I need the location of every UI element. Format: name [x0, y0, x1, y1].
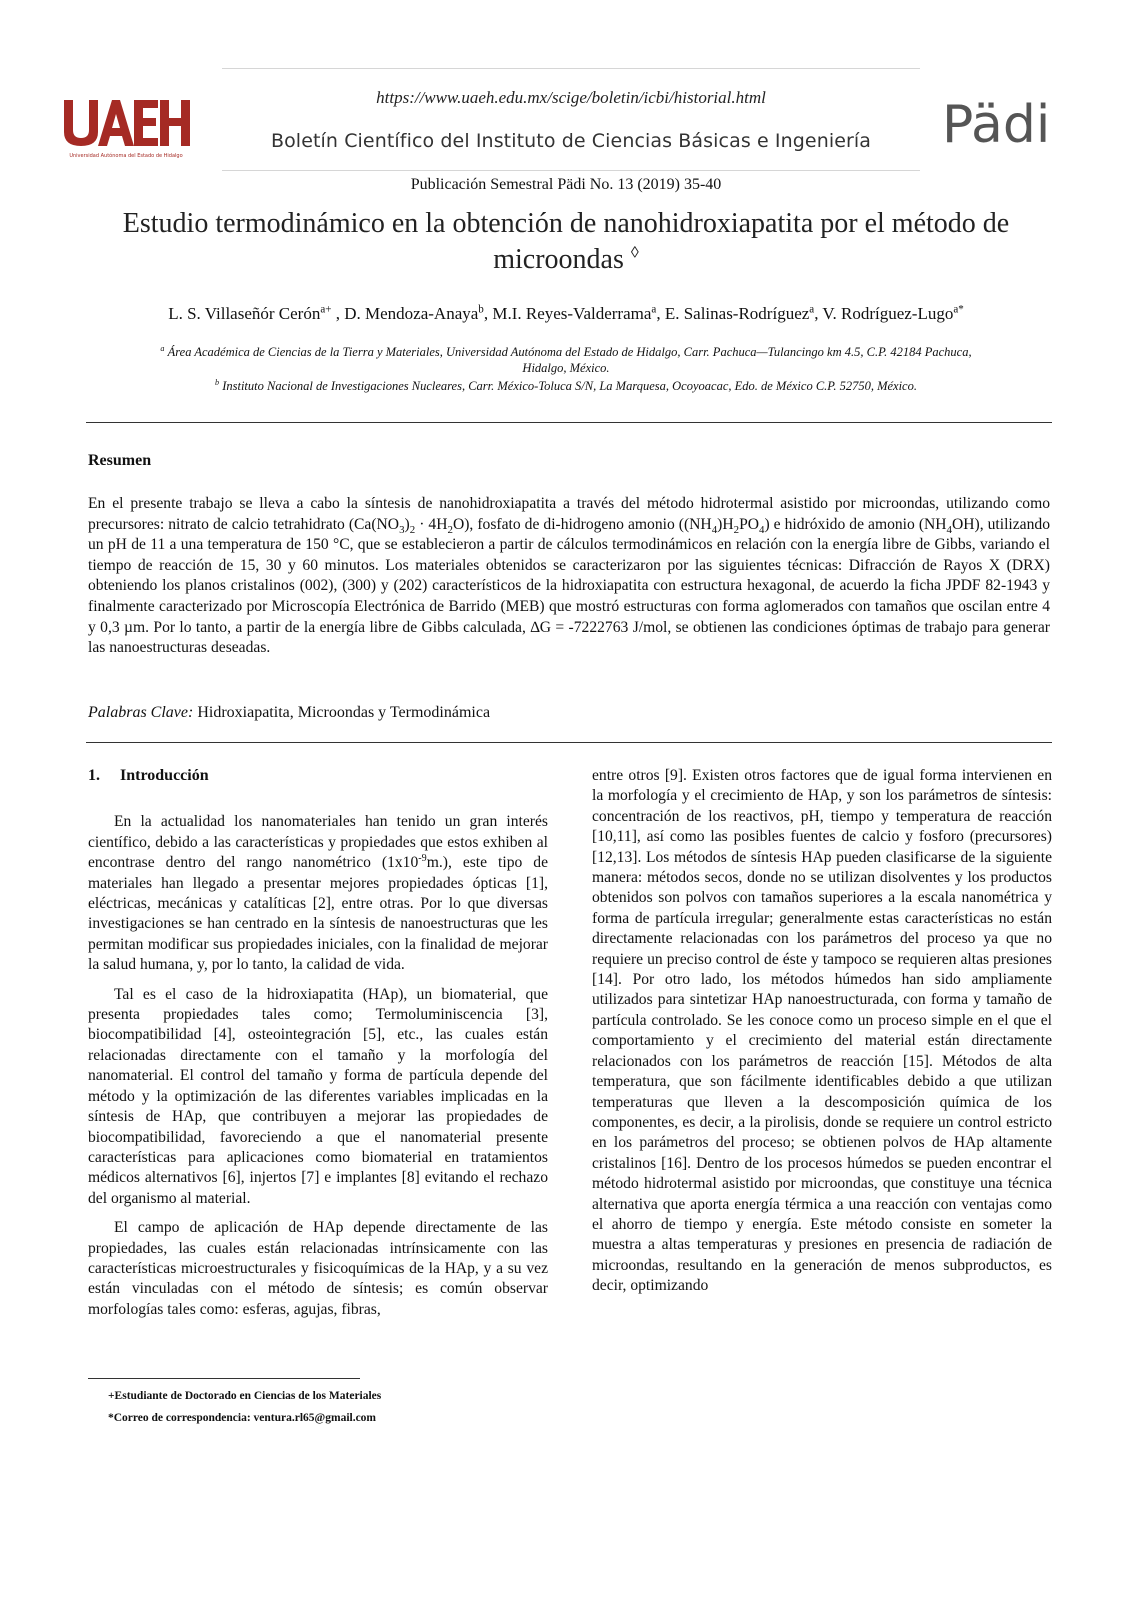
section-divider	[86, 742, 1052, 743]
abstract-fragment: O), fosfato de di-hidrogeno amonio ((NH	[452, 515, 712, 533]
author-affiliation-mark: a	[809, 303, 815, 316]
uaeh-logo-letter-e	[134, 100, 158, 146]
author-list	[60, 304, 1072, 324]
body-paragraph	[88, 812, 548, 975]
body-paragraph: entre otros [9]. Existen otros factores que de igual forma intervienen en la morfología y el crecimiento de HAp, y son los parámetros de síntesis: concentración de los reactivos, pH, tiempo y temperatura de reacción [10,11], así como las posibles fuentes de calcio y fosforo (precursores) [12,13]. Los métodos de síntesis HAp pueden clasificarse de la siguiente manera: métodos secos, donde no se utilizan disolventes y los productos obtenidos son polvos con tamaños superiores a la escala nanométrica y forma de partícula irregular; generalmente estas características no están directamente relacionadas con los parámetros del proceso ya que no requiere un preciso control de éste y tampoco se requieren altas presiones [14]. Por otro lado, los métodos húmedos han sido ampliamente utilizados para sintetizar HAp nanoestructurada, con forma y tamaño de partícula controlado. Se les conoce como un proceso simple en el que el comportamiento y el crecimiento del material están directamente relacionados con los parámetros de reacción [15]. Métodos de alta temperatura, que son fácilmente identificables debido a que utilizan temperaturas que lleven a la descomposición química de los componentes, es decir, a la pirolisis, donde se requiere un control estricto en los parámetros del proceso; se obtienen polvos de HAp altamente cristalinos [16]. Dentro de los procesos húmedos se pueden encontrar el método hidrotermal asistido por microondas, que constituye una técnica alternativa que aporta energía térmica a una reacción con ventajas como el ahorro de tiempo y energía. Este método consiste en someter la muestra a altas temperaturas y presiones en presencia de radiación de microondas, resultando en la generación de menos subproductos, es decir, optimizando	[592, 767, 1052, 1295]
author-separator: ,	[814, 304, 823, 323]
subscript: 4	[759, 523, 765, 536]
affiliation-text: Área Académica de Ciencias de la Tierra y Materiales, Universidad Autónoma del Estado de Hidalgo, Carr. Pachuca—Tulancingo km 4.5, C.P. 42184 Pachuca,	[167, 345, 972, 359]
affiliation-text: Instituto Nacional de Investigaciones Nucleares, Carr. México-Toluca S/N, La Marquesa, Ocoyoacac, Edo. de México C.P. 52750, México.	[222, 379, 917, 393]
subscript: 2	[447, 523, 453, 536]
publication-info: Publicación Semestral Pädi No. 13 (2019) 35-40	[410, 176, 722, 193]
padi-logo	[942, 86, 1052, 156]
author-separator: ,	[483, 304, 493, 323]
footnote-rule	[88, 1378, 360, 1379]
section-heading-introduccion	[88, 766, 548, 786]
body-column-left	[88, 766, 548, 1329]
affiliation-b	[90, 378, 1042, 394]
paper-title-line1: Estudio termodinámico en la obtención de nanohidroxiapatita por el método de	[122, 208, 1010, 239]
padi-logo-text: Pädi	[942, 95, 1051, 155]
abstract-fragment: · 4H	[415, 515, 448, 533]
affiliation-mark: a	[160, 343, 165, 353]
abstract-fragment: En el presente trabajo se lleva a cabo la síntesis de nanohidroxiapatita a través del método hidrotermal asistido por microondas, utilizando como precursores: nitrato de calcio tetrahidrato (Ca(NO	[88, 495, 1050, 533]
abstract-fragment: PO	[739, 515, 759, 533]
affiliation-text: Hidalgo, México.	[522, 361, 610, 375]
affiliation-mark: b	[215, 377, 220, 387]
header-top-rule	[222, 68, 920, 69]
uaeh-logo	[62, 96, 190, 160]
title-footnote-mark: ◊	[630, 244, 639, 262]
paper-title-line2: microondas	[493, 244, 624, 275]
keywords	[88, 704, 490, 722]
author-affiliation-mark: a	[651, 303, 657, 316]
subscript: 4	[946, 523, 952, 536]
author-affiliation-mark: a*	[953, 303, 964, 316]
subscript: 2	[409, 523, 416, 536]
paragraph-fragment: m.), este tipo de materiales han llegado a presentar mejores propiedades ópticas [1], eléctricas, mecánicas y catalíticas [2], entre otras. Por lo que diversas investigaciones se han centrado en la síntesis de nanoestructuras que les permitan modificar sus propiedades iniciales, con la finalidad de mejorar la salud humana, y, por lo tanto, la calidad de vida.	[88, 854, 548, 974]
affiliation-a	[90, 344, 1042, 376]
section-divider	[86, 422, 1052, 423]
author-affiliation-mark: b	[478, 303, 484, 316]
uaeh-logo-subtitle: Universidad Autónoma del Estado de Hidalgo	[69, 153, 183, 159]
body-paragraph: Tal es el caso de la hidroxiapatita (HAp), un biomaterial, que presenta propiedades tales como; Termoluminiscencia [3], biocompatibilidad [4], osteointegración [5], etc., las cuales están relacionadas directamente con el tamaño y la morfología del nanomaterial. El control del tamaño y forma de partícula depende del método y la optimización de las diferentes variables implicadas en la síntesis de HAp, que contribuyen a mejorar las propiedades de biocompatibilidad, favoreciendo a que el nanomaterial presente características para aplicaciones como biomaterial en tratamientos médicos alternativos [6], injertos [7] e implantes [8] evitando el rechazo del organismo al material.	[88, 985, 548, 1207]
footnote-correspondence: *Correo de correspondencia: ventura.rl65@gmail.com	[108, 1412, 377, 1424]
body-paragraph: El campo de aplicación de HAp depende directamente de las propiedades, las cuales están relacionadas intrínsicamente con las características microestructurales y fisicoquímicas de la HAp, y a su vez están vinculadas con el método de síntesis; es común observar morfologías tales como: esferas, agujas, fibras,	[88, 1219, 548, 1318]
subscript: 2	[733, 523, 740, 536]
body-column-right	[592, 766, 1052, 1306]
author-name: E. Salinas-Rodríguez	[664, 304, 810, 323]
abstract-fragment: )	[404, 515, 410, 533]
paragraph-fragment: En la actualidad los nanomateriales han tenido un gran interés científico, debido a las características y propiedades que estos exhiben al encontrase dentro del rango nanométrico (1x10	[88, 813, 548, 872]
uaeh-logo-letter-h	[160, 100, 190, 146]
abstract-fragment: ) e hidróxido de amonio (NH	[764, 515, 947, 533]
subscript: 3	[399, 523, 405, 536]
paper-title	[100, 206, 1032, 278]
header-bottom-rule	[222, 170, 920, 171]
author-name: V. Rodríguez-Lugo	[822, 304, 954, 323]
author-separator: ,	[656, 304, 665, 323]
keywords-label: Palabras Clave:	[88, 704, 194, 721]
subscript: 4	[711, 523, 718, 536]
abstract-text	[88, 494, 1050, 659]
superscript: -9	[418, 853, 427, 865]
section-number: 1.	[88, 767, 100, 784]
journal-url[interactable]: https://www.uaeh.edu.mx/scige/boletin/icbi/historial.html	[376, 88, 766, 107]
author-affiliation-mark: a+	[320, 303, 332, 316]
abstract-heading: Resumen	[88, 452, 152, 469]
abstract-fragment: )H	[717, 515, 734, 533]
keywords-text: Hidroxiapatita, Microondas y Termodinámica	[197, 704, 491, 721]
footnote-student: +Estudiante de Doctorado en Ciencias de los Materiales	[108, 1390, 382, 1402]
uaeh-logo-letter-u	[64, 100, 98, 146]
bulletin-name: Boletín Científico del Instituto de Ciencias Básicas e Ingeniería	[270, 130, 872, 152]
author-name: D. Mendoza-Anaya	[344, 304, 479, 323]
author-name: M.I. Reyes-Valderrama	[492, 304, 652, 323]
uaeh-logo-letter-a	[98, 100, 134, 146]
author-separator: ,	[331, 304, 345, 323]
author-name: L. S. Villaseñór Cerón	[168, 304, 321, 323]
abstract-fragment: OH), utilizando un pH de 11 a una temperatura de 150 °C, que se establecieron a partir de cálculos termodinámicos en relación con la energía libre de Gibbs, variando el tiempo de reacción de 15, 30 y 60 minutos. Los materiales obtenidos se caracterizaron por las siguientes técnicas: Difracción de Rayos X (DRX) obteniendo los planos cristalinos (002), (300) y (202) característicos de la hidroxiapatita con estructura hexagonal, de acuerdo la ficha JPDF 82-1943 y finalmente caracterizado por Microscopía Electrónica de Barrido (MEB) que mostró estructuras con forma aglomerados con tamaños que oscilan entre 4 y 0,3 µm. Por lo tanto, a partir de la energía libre de Gibbs calculada, ∆G = -7222763 J/mol, se obtienen las condiciones óptimas de trabajo para generar las nanoestructuras deseadas.	[88, 515, 1050, 657]
section-title: Introducción	[120, 767, 209, 784]
